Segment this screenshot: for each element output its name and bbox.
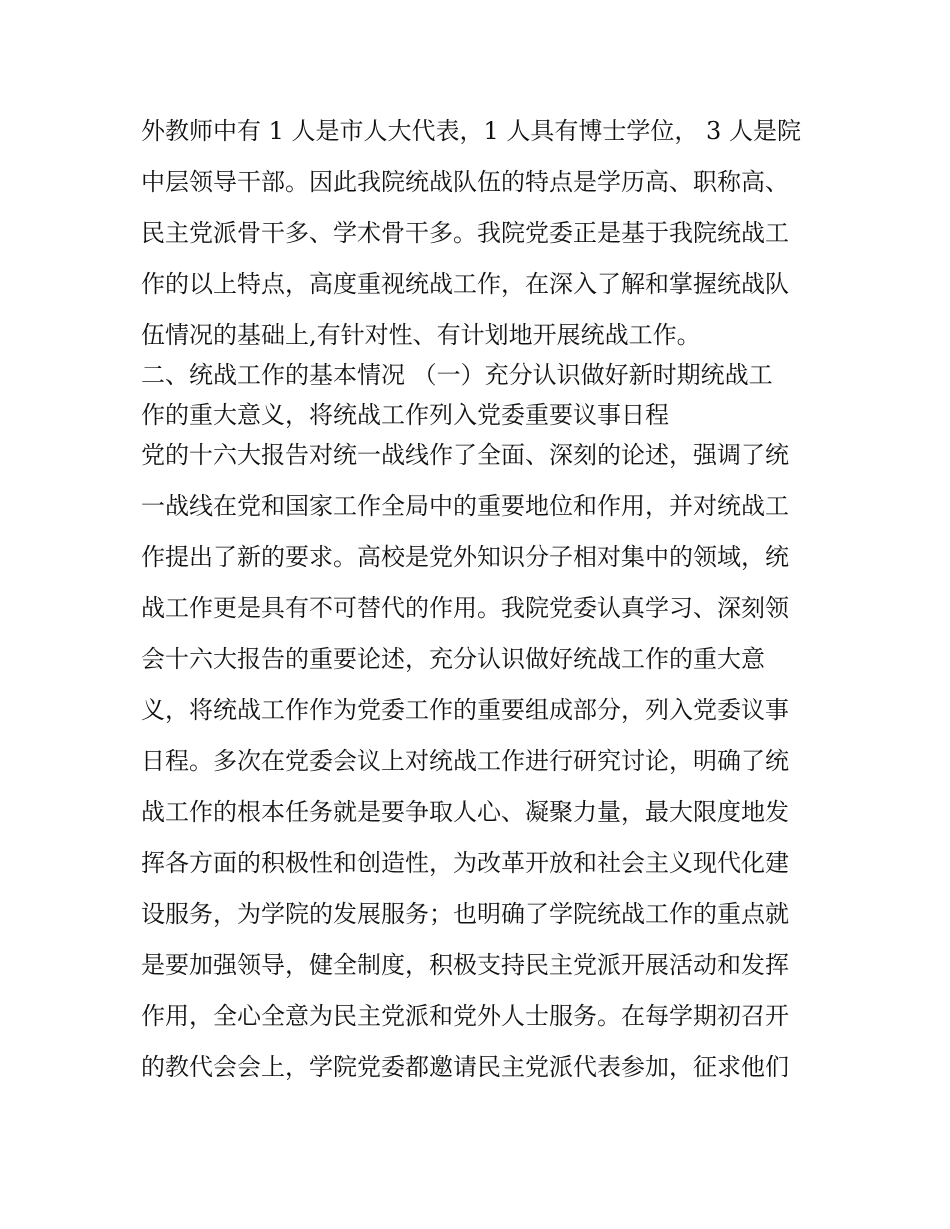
text-line: 党的十六大报告对统一战线作了全面、深刻的论述，强调了统	[141, 441, 789, 469]
text-line: 战工作的根本任务就是要争取人心、凝聚力量，最大限度地发	[141, 798, 789, 826]
text-line: 外教师中有 1 人是市人大代表，1 人具有博士学位， 3 人是院	[141, 117, 801, 145]
text-line: 挥各方面的积极性和创造性，为改革开放和社会主义现代化建	[141, 849, 789, 877]
text-line: 会十六大报告的重要论述，充分认识做好统战工作的重大意	[141, 645, 765, 673]
text-line: 战工作更是具有不可替代的作用。我院党委认真学习、深刻领	[141, 594, 789, 622]
section-heading-line: 二、统战工作的基本情况 （一）充分认识做好新时期统战工	[141, 361, 773, 389]
text-line: 一战线在党和国家工作全局中的重要地位和作用，并对统战工	[141, 492, 789, 520]
text-line: 中层领导干部。因此我院统战队伍的特点是学历高、职称高、	[141, 168, 789, 196]
text-line: 设服务，为学院的发展服务；也明确了学院统战工作的重点就	[141, 900, 789, 928]
section-heading-line: 作的重大意义，将统战工作列入党委重要议事日程	[141, 401, 669, 429]
text-line: 义，将统战工作作为党委工作的重要组成部分，列入党委议事	[141, 696, 789, 724]
text-line: 作的以上特点，高度重视统战工作，在深入了解和掌握统战队	[141, 270, 789, 298]
body-text	[141, 111, 821, 1098]
text-line: 的教代会会上，学院党委都邀请民主党派代表参加，征求他们	[141, 1053, 789, 1081]
text-line: 伍情况的基础上,有针对性、有计划地开展统战工作。	[141, 321, 701, 349]
text-line: 日程。多次在党委会议上对统战工作进行研究讨论，明确了统	[141, 747, 789, 775]
text-line: 是要加强领导，健全制度，积极支持民主党派开展活动和发挥	[141, 951, 789, 979]
text-line: 作提出了新的要求。高校是党外知识分子相对集中的领域，统	[141, 543, 789, 571]
text-line: 民主党派骨干多、学术骨干多。我院党委正是基于我院统战工	[141, 219, 789, 247]
text-line: 作用，全心全意为民主党派和党外人士服务。在每学期初召开	[141, 1002, 789, 1030]
